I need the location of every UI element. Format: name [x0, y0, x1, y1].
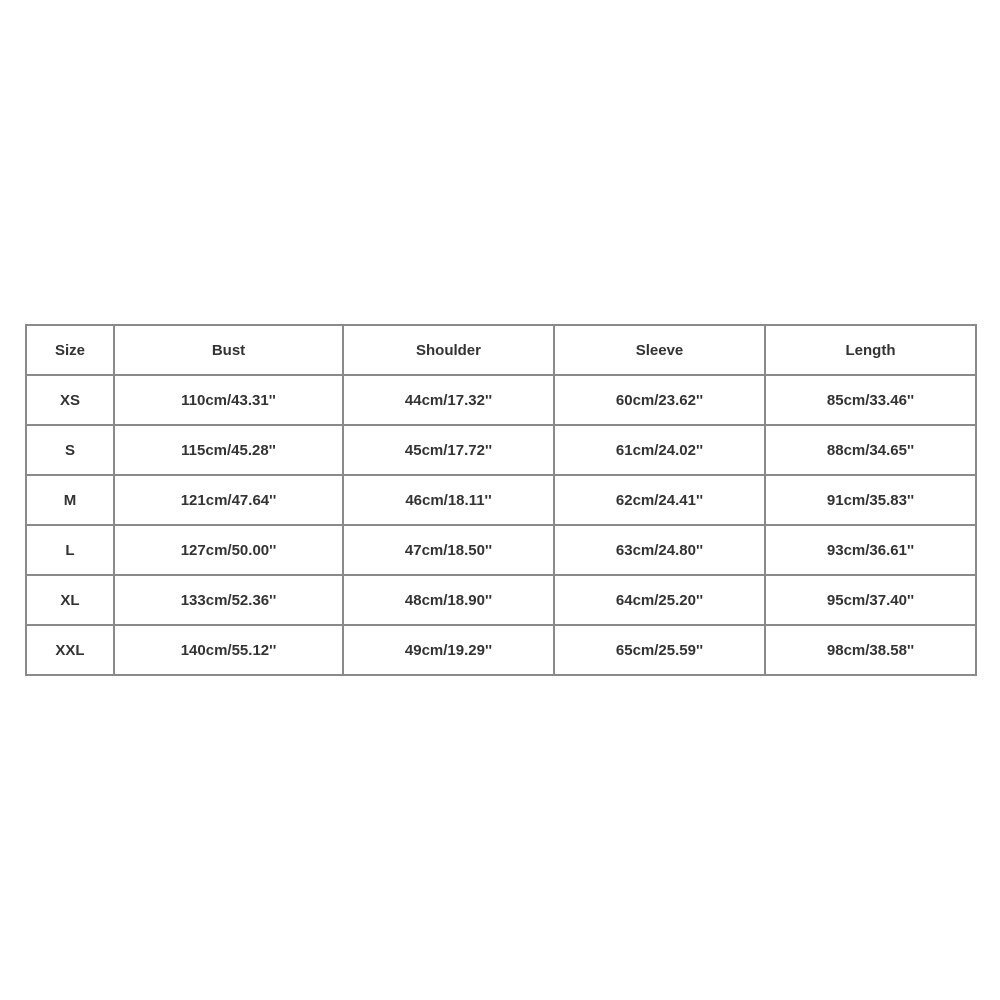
table-row — [26, 425, 976, 475]
header-shoulder: Shoulder — [343, 325, 554, 375]
cell-length: 95cm/37.40'' — [765, 575, 976, 625]
cell-length: 93cm/36.61'' — [765, 525, 976, 575]
table-row — [26, 575, 976, 625]
cell-length: 88cm/34.65'' — [765, 425, 976, 475]
cell-size: XXL — [26, 625, 114, 675]
table-row — [26, 475, 976, 525]
cell-sleeve: 61cm/24.02'' — [554, 425, 765, 475]
cell-bust: 133cm/52.36'' — [114, 575, 343, 625]
header-bust: Bust — [114, 325, 343, 375]
cell-bust: 121cm/47.64'' — [114, 475, 343, 525]
header-size: Size — [26, 325, 114, 375]
cell-size: L — [26, 525, 114, 575]
cell-shoulder: 44cm/17.32'' — [343, 375, 554, 425]
size-chart-table — [25, 324, 977, 676]
cell-length: 91cm/35.83'' — [765, 475, 976, 525]
cell-sleeve: 60cm/23.62'' — [554, 375, 765, 425]
cell-size: M — [26, 475, 114, 525]
cell-sleeve: 65cm/25.59'' — [554, 625, 765, 675]
cell-shoulder: 48cm/18.90'' — [343, 575, 554, 625]
cell-sleeve: 63cm/24.80'' — [554, 525, 765, 575]
cell-shoulder: 46cm/18.11'' — [343, 475, 554, 525]
cell-size: XL — [26, 575, 114, 625]
table-row — [26, 525, 976, 575]
cell-length: 98cm/38.58'' — [765, 625, 976, 675]
cell-bust: 127cm/50.00'' — [114, 525, 343, 575]
cell-bust: 115cm/45.28'' — [114, 425, 343, 475]
cell-shoulder: 47cm/18.50'' — [343, 525, 554, 575]
cell-length: 85cm/33.46'' — [765, 375, 976, 425]
cell-bust: 140cm/55.12'' — [114, 625, 343, 675]
cell-size: XS — [26, 375, 114, 425]
cell-sleeve: 64cm/25.20'' — [554, 575, 765, 625]
table-header-row — [26, 325, 976, 375]
cell-sleeve: 62cm/24.41'' — [554, 475, 765, 525]
cell-shoulder: 49cm/19.29'' — [343, 625, 554, 675]
cell-size: S — [26, 425, 114, 475]
table-row — [26, 625, 976, 675]
cell-shoulder: 45cm/17.72'' — [343, 425, 554, 475]
header-sleeve: Sleeve — [554, 325, 765, 375]
cell-bust: 110cm/43.31'' — [114, 375, 343, 425]
table-row — [26, 375, 976, 425]
header-length: Length — [765, 325, 976, 375]
